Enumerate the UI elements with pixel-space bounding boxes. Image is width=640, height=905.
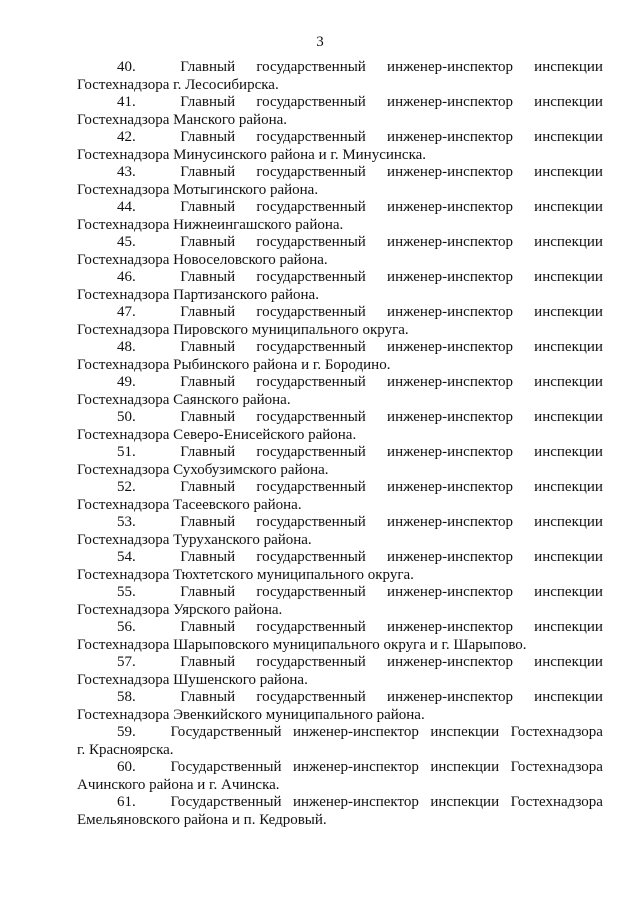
item-word: Главный xyxy=(180,304,236,320)
item-continuation: Гостехнадзора Эвенкийского муниципального района. xyxy=(77,706,425,723)
item-number: 49. xyxy=(117,374,136,390)
list-item-first-line xyxy=(77,549,603,567)
item-continuation: Гостехнадзора Манского района. xyxy=(77,111,287,128)
item-word: инспекции xyxy=(430,794,500,810)
item-number: 42. xyxy=(117,129,136,145)
item-continuation: Гостехнадзора Рыбинского района и г. Бородино. xyxy=(77,356,391,373)
list-item xyxy=(77,234,603,269)
item-word: Главный xyxy=(180,514,236,530)
item-number: 48. xyxy=(117,339,136,355)
item-word: Главный xyxy=(180,444,236,460)
item-word: инженер-инспектор xyxy=(387,479,513,495)
list-item-first-line xyxy=(77,759,603,777)
item-word: государственный xyxy=(256,619,366,635)
item-word: Главный xyxy=(180,374,236,390)
list-item-first-line xyxy=(77,514,603,532)
item-word: инженер-инспектор xyxy=(387,409,513,425)
item-word: инспекции xyxy=(534,164,603,180)
list-item xyxy=(77,479,603,514)
item-word: государственный xyxy=(256,199,366,215)
item-continuation: Гостехнадзора Уярского района. xyxy=(77,601,283,618)
item-word: государственный xyxy=(256,549,366,565)
item-word: Государственный xyxy=(170,724,282,740)
list-item-first-line xyxy=(77,584,603,602)
list-item-first-line xyxy=(77,409,603,427)
list-item-first-line xyxy=(77,269,603,287)
item-word: Государственный xyxy=(170,759,282,775)
item-number: 41. xyxy=(117,94,136,110)
item-word: инспекции xyxy=(534,199,603,215)
item-word: государственный xyxy=(256,269,366,285)
item-number: 47. xyxy=(117,304,136,320)
list-item xyxy=(77,724,603,759)
list-item xyxy=(77,269,603,304)
item-number: 53. xyxy=(117,514,136,530)
item-word: государственный xyxy=(256,59,366,75)
list-item xyxy=(77,689,603,724)
item-word: государственный xyxy=(256,584,366,600)
item-word: государственный xyxy=(256,339,366,355)
list-item xyxy=(77,444,603,479)
item-number: 57. xyxy=(117,654,136,670)
item-word: инженер-инспектор xyxy=(387,199,513,215)
item-word: инспекции xyxy=(534,409,603,425)
item-word: Гостехнадзора xyxy=(510,759,603,775)
item-word: инженер-инспектор xyxy=(387,59,513,75)
list-item-first-line xyxy=(77,724,603,742)
item-word: инспекции xyxy=(534,619,603,635)
item-word: Главный xyxy=(180,269,236,285)
item-word: инспекции xyxy=(534,444,603,460)
item-word: инспекции xyxy=(534,304,603,320)
item-word: Главный xyxy=(180,584,236,600)
list-item-first-line xyxy=(77,199,603,217)
item-number: 40. xyxy=(117,59,136,75)
item-word: инженер-инспектор xyxy=(387,374,513,390)
list-item-first-line xyxy=(77,654,603,672)
item-word: государственный xyxy=(256,689,366,705)
item-word: Главный xyxy=(180,234,236,250)
item-number: 43. xyxy=(117,164,136,180)
item-word: инженер-инспектор xyxy=(387,129,513,145)
list-item xyxy=(77,409,603,444)
list-item xyxy=(77,759,603,794)
item-word: государственный xyxy=(256,514,366,530)
item-word: инспекции xyxy=(534,689,603,705)
item-continuation: Гостехнадзора Саянского района. xyxy=(77,391,291,408)
item-word: инженер-инспектор xyxy=(387,304,513,320)
item-continuation: Гостехнадзора Партизанского района. xyxy=(77,286,319,303)
list-item xyxy=(77,794,603,829)
item-word: инспекции xyxy=(534,269,603,285)
list-item xyxy=(77,514,603,549)
list-item-first-line xyxy=(77,479,603,497)
list-item-first-line xyxy=(77,444,603,462)
list-item xyxy=(77,619,603,654)
item-word: Гостехнадзора xyxy=(510,724,603,740)
item-word: инженер-инспектор xyxy=(387,94,513,110)
list-item xyxy=(77,339,603,374)
list-item-first-line xyxy=(77,59,603,77)
item-word: государственный xyxy=(256,304,366,320)
list-item-first-line xyxy=(77,234,603,252)
item-word: инженер-инспектор xyxy=(387,654,513,670)
item-continuation: Гостехнадзора Шарыповского муниципального округа и г. Шарыпово. xyxy=(77,636,527,653)
item-word: инженер-инспектор xyxy=(387,584,513,600)
item-word: инспекции xyxy=(534,374,603,390)
item-word: государственный xyxy=(256,374,366,390)
item-word: Главный xyxy=(180,59,236,75)
page-number: 3 xyxy=(316,34,324,50)
item-number: 52. xyxy=(117,479,136,495)
list-item-first-line xyxy=(77,374,603,392)
item-number: 54. xyxy=(117,549,136,565)
list-item-first-line xyxy=(77,129,603,147)
item-word: государственный xyxy=(256,654,366,670)
item-number: 45. xyxy=(117,234,136,250)
list-item-first-line xyxy=(77,689,603,707)
item-word: государственный xyxy=(256,129,366,145)
item-continuation: г. Красноярска. xyxy=(77,741,174,758)
item-number: 46. xyxy=(117,269,136,285)
item-word: Главный xyxy=(180,129,236,145)
item-continuation: Гостехнадзора Шушенского района. xyxy=(77,671,308,688)
list-item-first-line xyxy=(77,164,603,182)
list-item xyxy=(77,164,603,199)
item-word: инженер-инспектор xyxy=(387,549,513,565)
list-item xyxy=(77,304,603,339)
item-number: 61. xyxy=(117,794,136,810)
position-list xyxy=(77,59,603,829)
item-word: инженер-инспектор xyxy=(387,689,513,705)
item-word: инспекции xyxy=(534,584,603,600)
list-item-first-line xyxy=(77,794,603,812)
list-item-first-line xyxy=(77,339,603,357)
item-continuation: Гостехнадзора Туруханского района. xyxy=(77,531,312,548)
item-word: инспекции xyxy=(534,129,603,145)
item-word: Главный xyxy=(180,409,236,425)
item-word: Главный xyxy=(180,339,236,355)
item-continuation: Гостехнадзора Северо-Енисейского района. xyxy=(77,426,357,443)
item-number: 50. xyxy=(117,409,136,425)
list-item xyxy=(77,199,603,234)
list-item xyxy=(77,129,603,164)
item-continuation: Ачинского района и г. Ачинска. xyxy=(77,776,280,793)
item-word: инженер-инспектор xyxy=(387,444,513,460)
item-word: инспекции xyxy=(534,654,603,670)
item-number: 59. xyxy=(117,724,136,740)
item-word: инженер-инспектор xyxy=(387,164,513,180)
list-item-first-line xyxy=(77,94,603,112)
item-word: инспекции xyxy=(534,94,603,110)
item-continuation: Емельяновского района и п. Кедровый. xyxy=(77,811,327,828)
item-continuation: Гостехнадзора Тасеевского района. xyxy=(77,496,302,513)
item-continuation: Гостехнадзора Пировского муниципального округа. xyxy=(77,321,409,338)
list-item xyxy=(77,654,603,689)
item-word: инспекции xyxy=(534,514,603,530)
item-word: инженер-инспектор xyxy=(387,234,513,250)
item-word: инспекции xyxy=(534,479,603,495)
item-word: государственный xyxy=(256,94,366,110)
item-number: 56. xyxy=(117,619,136,635)
item-word: государственный xyxy=(256,409,366,425)
item-word: инспекции xyxy=(534,234,603,250)
item-word: Главный xyxy=(180,549,236,565)
item-continuation: Гостехнадзора Нижнеингашского района. xyxy=(77,216,344,233)
item-continuation: Гостехнадзора Мотыгинского района. xyxy=(77,181,319,198)
item-word: инженер-инспектор xyxy=(387,269,513,285)
item-word: инженер-инспектор xyxy=(292,794,419,810)
item-continuation: Гостехнадзора Тюхтетского муниципального округа. xyxy=(77,566,414,583)
item-word: государственный xyxy=(256,164,366,180)
item-word: инспекции xyxy=(534,549,603,565)
item-word: государственный xyxy=(256,479,366,495)
item-word: Главный xyxy=(180,619,236,635)
item-word: государственный xyxy=(256,444,366,460)
item-word: инженер-инспектор xyxy=(292,724,419,740)
item-word: Главный xyxy=(180,654,236,670)
item-number: 60. xyxy=(117,759,136,775)
item-word: инженер-инспектор xyxy=(387,619,513,635)
list-item-first-line xyxy=(77,619,603,637)
item-word: Главный xyxy=(180,479,236,495)
item-word: инженер-инспектор xyxy=(292,759,419,775)
item-word: государственный xyxy=(256,234,366,250)
item-word: Главный xyxy=(180,94,236,110)
item-word: инженер-инспектор xyxy=(387,339,513,355)
item-number: 55. xyxy=(117,584,136,600)
item-continuation: Гостехнадзора Минусинского района и г. Минусинска. xyxy=(77,146,427,163)
item-word: инспекции xyxy=(430,759,500,775)
list-item-first-line xyxy=(77,304,603,322)
item-word: Гостехнадзора xyxy=(510,794,603,810)
item-word: инспекции xyxy=(430,724,500,740)
item-word: Главный xyxy=(180,199,236,215)
list-item xyxy=(77,94,603,129)
item-word: инженер-инспектор xyxy=(387,514,513,530)
item-number: 44. xyxy=(117,199,136,215)
item-continuation: Гостехнадзора г. Лесосибирска. xyxy=(77,76,279,93)
list-item xyxy=(77,549,603,584)
item-continuation: Гостехнадзора Сухобузимского района. xyxy=(77,461,329,478)
item-word: Государственный xyxy=(170,794,282,810)
list-item xyxy=(77,584,603,619)
item-number: 58. xyxy=(117,689,136,705)
item-word: Главный xyxy=(180,689,236,705)
item-continuation: Гостехнадзора Новоселовского района. xyxy=(77,251,328,268)
item-number: 51. xyxy=(117,444,136,460)
list-item xyxy=(77,374,603,409)
item-word: Главный xyxy=(180,164,236,180)
item-word: инспекции xyxy=(534,339,603,355)
list-item xyxy=(77,59,603,94)
item-word: инспекции xyxy=(534,59,603,75)
